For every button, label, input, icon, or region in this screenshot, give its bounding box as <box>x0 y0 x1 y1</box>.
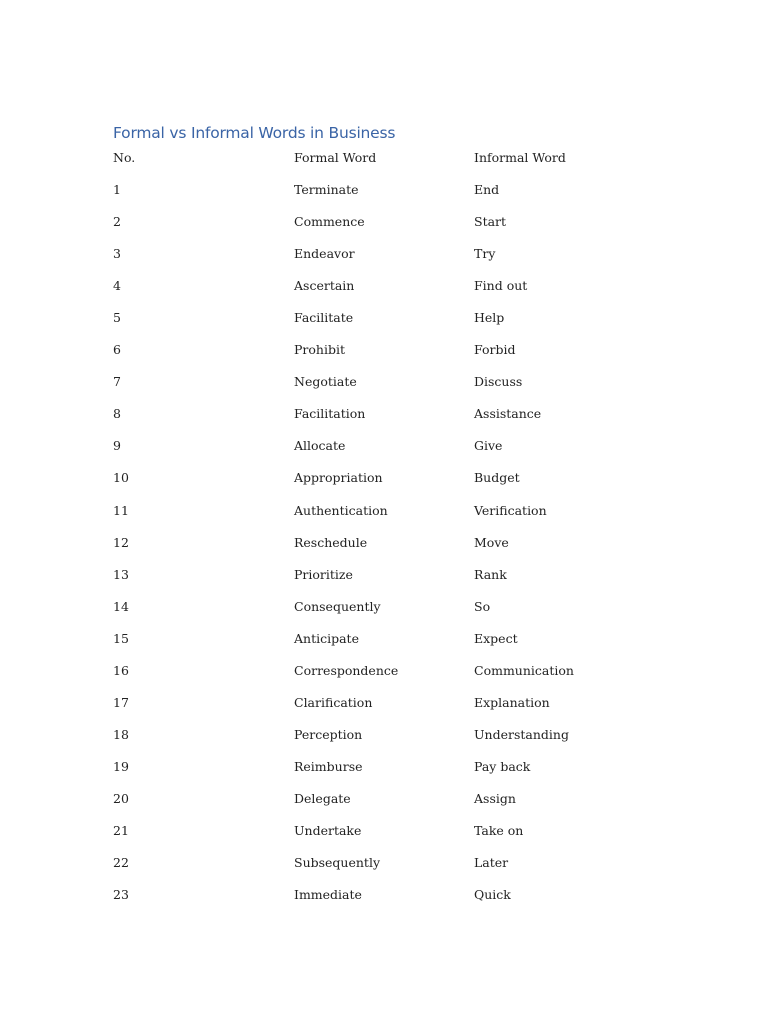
cell-formal-word: Immediate <box>294 887 362 903</box>
cell-formal-word: Reimburse <box>294 758 363 774</box>
cell-informal-word: Try <box>474 246 496 262</box>
table-row <box>113 783 673 815</box>
table-row <box>113 623 673 655</box>
cell-informal-word: Assistance <box>474 406 542 422</box>
cell-number: 12 <box>113 534 129 550</box>
cell-number: 16 <box>113 662 129 678</box>
table-row <box>113 687 673 719</box>
cell-formal-word: Allocate <box>294 438 346 454</box>
cell-formal-word: Negotiate <box>294 374 357 390</box>
cell-number: 21 <box>113 822 129 838</box>
table-body <box>113 174 673 911</box>
cell-informal-word: Verification <box>474 502 547 518</box>
cell-number: 6 <box>113 342 121 358</box>
cell-informal-word: So <box>474 598 491 614</box>
cell-formal-word: Delegate <box>294 790 351 806</box>
cell-informal-word: Help <box>474 310 505 326</box>
cell-informal-word: Expect <box>474 630 518 646</box>
cell-number: 3 <box>113 246 121 262</box>
table-row <box>113 879 673 911</box>
cell-number: 20 <box>113 790 129 806</box>
cell-formal-word: Undertake <box>294 822 362 838</box>
cell-number: 5 <box>113 310 121 326</box>
cell-informal-word: Forbid <box>474 342 516 358</box>
table-row <box>113 847 673 879</box>
cell-number: 9 <box>113 438 121 454</box>
cell-formal-word: Consequently <box>294 598 381 614</box>
cell-formal-word: Perception <box>294 726 363 742</box>
header-informal-word: Informal Word <box>474 150 566 165</box>
cell-formal-word: Prohibit <box>294 342 345 358</box>
document-title: Formal vs Informal Words in Business <box>113 124 396 142</box>
cell-informal-word: Understanding <box>474 726 569 742</box>
table-row <box>113 174 673 206</box>
header-formal-word: Formal Word <box>294 150 377 165</box>
cell-informal-word: Quick <box>474 887 511 903</box>
table-row <box>113 270 673 302</box>
cell-number: 8 <box>113 406 121 422</box>
cell-number: 22 <box>113 855 129 871</box>
cell-informal-word: Assign <box>474 790 516 806</box>
cell-informal-word: Budget <box>474 470 520 486</box>
cell-formal-word: Facilitate <box>294 310 354 326</box>
cell-informal-word: Pay back <box>474 758 531 774</box>
cell-formal-word: Authentication <box>294 502 388 518</box>
cell-formal-word: Prioritize <box>294 566 353 582</box>
cell-number: 23 <box>113 887 129 903</box>
cell-formal-word: Clarification <box>294 694 373 710</box>
cell-number: 11 <box>113 502 129 518</box>
cell-number: 19 <box>113 758 129 774</box>
table-row <box>113 206 673 238</box>
cell-number: 18 <box>113 726 129 742</box>
table-row <box>113 430 673 462</box>
cell-formal-word: Reschedule <box>294 534 368 550</box>
table-row <box>113 655 673 687</box>
table-row <box>113 719 673 751</box>
table-row <box>113 462 673 494</box>
cell-informal-word: Rank <box>474 566 507 582</box>
table-row <box>113 751 673 783</box>
cell-formal-word: Correspondence <box>294 662 399 678</box>
table-row <box>113 591 673 623</box>
table-row <box>113 366 673 398</box>
cell-informal-word: Discuss <box>474 374 523 390</box>
cell-informal-word: Communication <box>474 662 574 678</box>
table-row <box>113 559 673 591</box>
table-row <box>113 238 673 270</box>
word-table <box>113 142 673 911</box>
cell-formal-word: Ascertain <box>294 278 355 294</box>
cell-formal-word: Subsequently <box>294 855 381 871</box>
cell-formal-word: Endeavor <box>294 246 355 262</box>
cell-number: 10 <box>113 470 129 486</box>
cell-informal-word: End <box>474 182 500 198</box>
cell-informal-word: Give <box>474 438 503 454</box>
cell-number: 7 <box>113 374 121 390</box>
cell-informal-word: Explanation <box>474 694 550 710</box>
table-row <box>113 398 673 430</box>
cell-informal-word: Start <box>474 214 507 230</box>
cell-informal-word: Find out <box>474 278 528 294</box>
cell-formal-word: Commence <box>294 214 365 230</box>
table-row <box>113 302 673 334</box>
cell-formal-word: Anticipate <box>294 630 359 646</box>
cell-formal-word: Appropriation <box>294 470 383 486</box>
cell-number: 15 <box>113 630 129 646</box>
cell-number: 4 <box>113 278 121 294</box>
cell-number: 13 <box>113 566 129 582</box>
cell-informal-word: Later <box>474 855 509 871</box>
table-row <box>113 495 673 527</box>
cell-formal-word: Facilitation <box>294 406 366 422</box>
table-row <box>113 527 673 559</box>
cell-number: 14 <box>113 598 129 614</box>
header-number: No. <box>113 150 136 165</box>
cell-informal-word: Take on <box>474 822 524 838</box>
cell-number: 2 <box>113 214 121 230</box>
cell-informal-word: Move <box>474 534 509 550</box>
table-header-row <box>113 142 673 174</box>
cell-formal-word: Terminate <box>294 182 359 198</box>
table-row <box>113 815 673 847</box>
cell-number: 17 <box>113 694 129 710</box>
cell-number: 1 <box>113 182 121 198</box>
table-row <box>113 334 673 366</box>
